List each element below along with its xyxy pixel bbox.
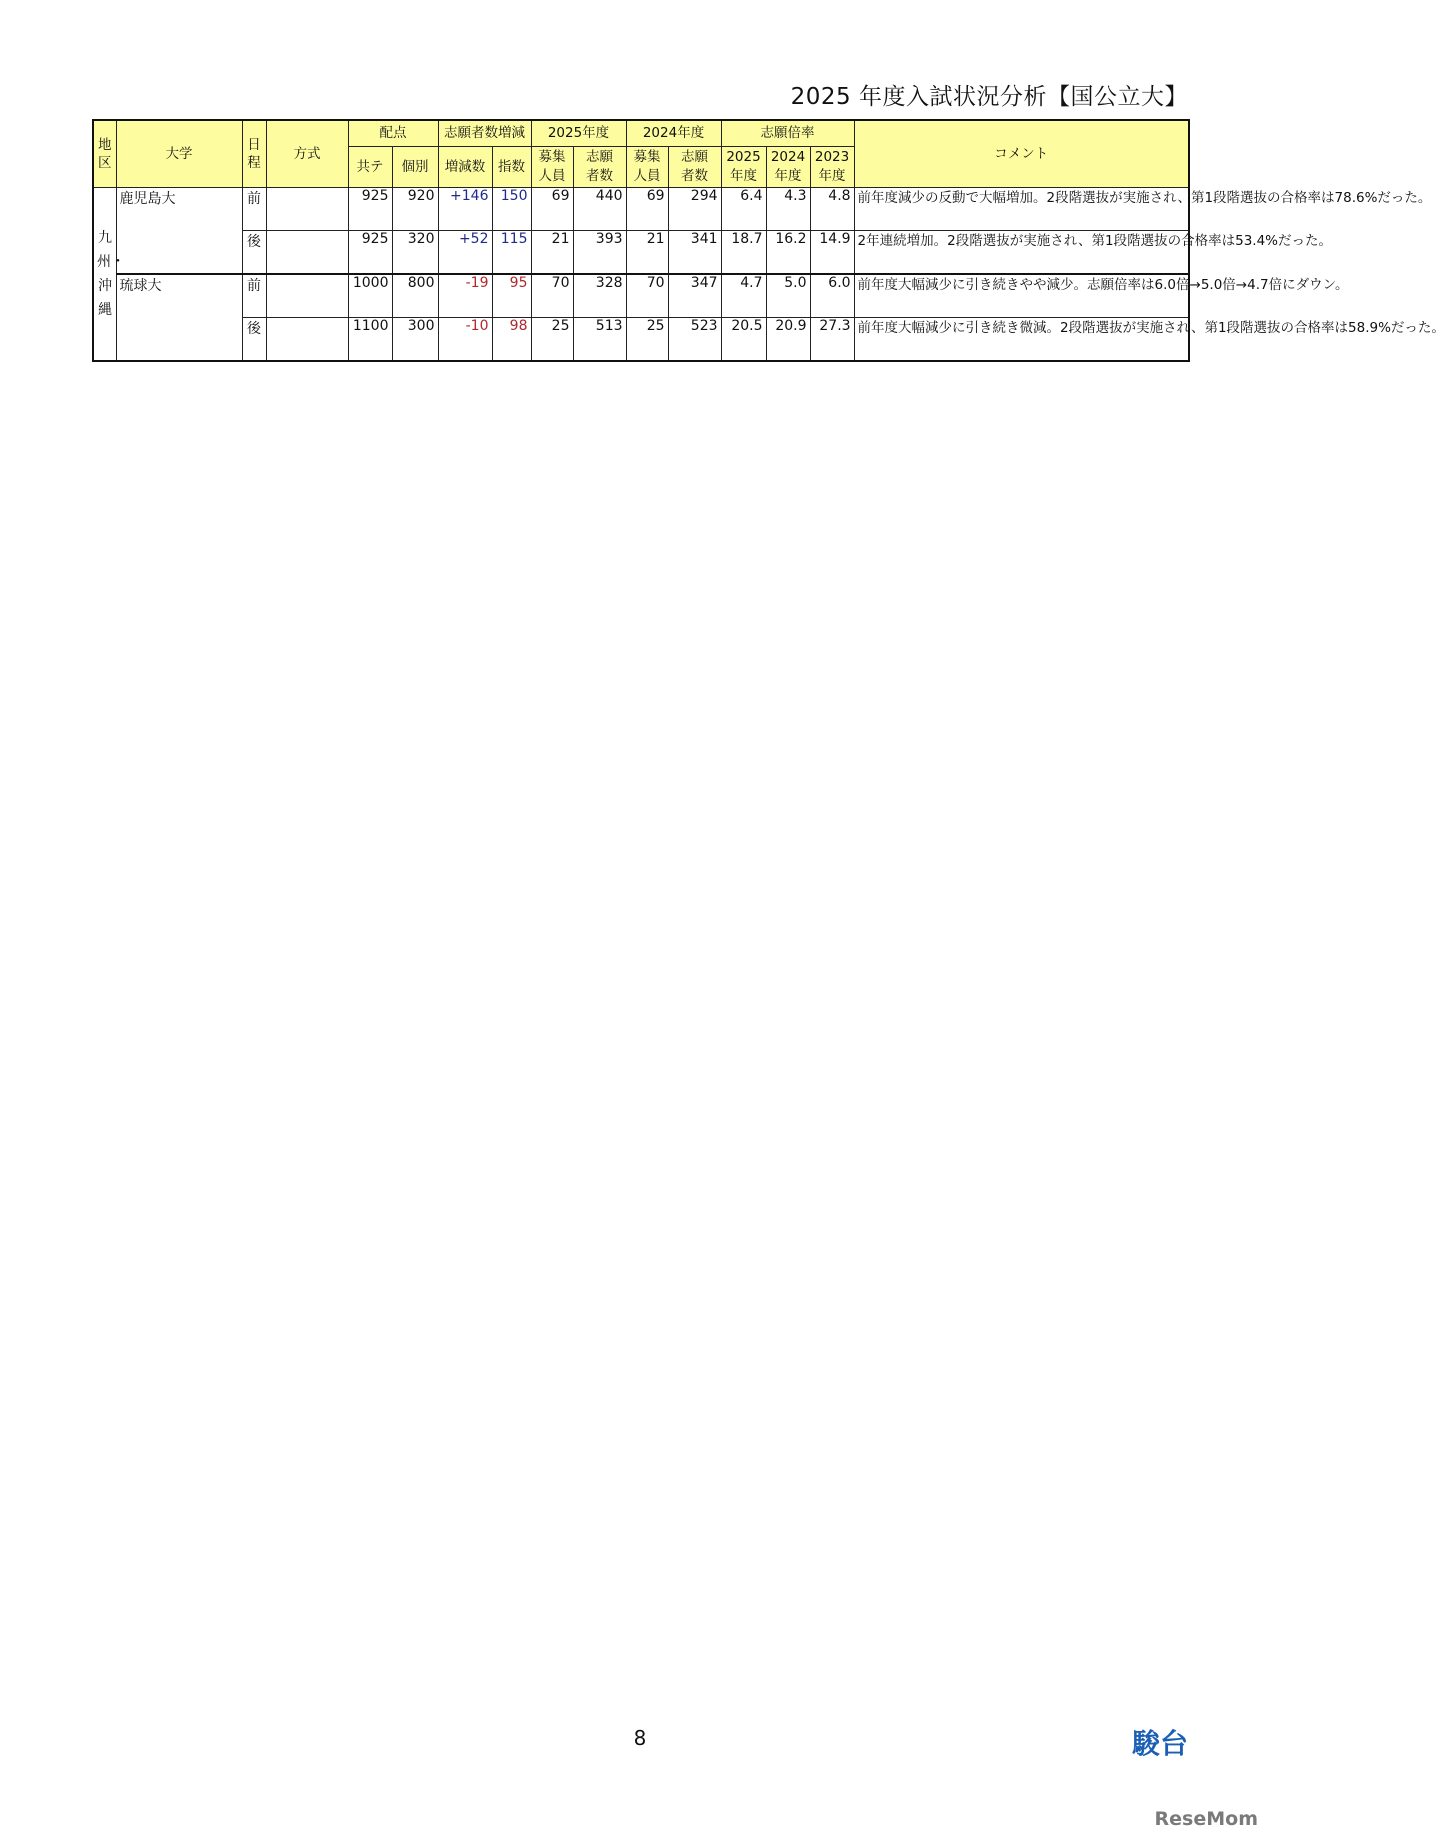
score-common-cell: 925 [348, 231, 392, 275]
method-cell [266, 231, 348, 275]
region-label: 九州・沖縄 [97, 230, 125, 318]
change-count-cell: +52 [438, 231, 492, 275]
header-applicants-2024: 志願者数 [668, 147, 721, 188]
recruit-2024-cell: 69 [626, 188, 668, 231]
ratio-2025-cell: 6.4 [721, 188, 766, 231]
ratio-2023-cell: 6.0 [810, 274, 854, 318]
header-region: 地区 [93, 120, 116, 188]
schedule-cell: 後 [242, 318, 266, 362]
change-index-cell: 95 [492, 274, 531, 318]
ratio-2025-cell: 4.7 [721, 274, 766, 318]
ratio-2025-cell: 18.7 [721, 231, 766, 275]
admission-table [92, 119, 1445, 362]
header-2025: 2025年度 [531, 120, 626, 147]
sundai-logo: 駿台 [1131, 1727, 1188, 1760]
comment-cell: 前年度減少の反動で大幅増加。2段階選抜が実施され、第1段階選抜の合格率は78.6%だった。 [854, 188, 1189, 231]
ratio-2024-cell: 20.9 [766, 318, 810, 362]
header-ratio-2024: 2024年度 [766, 147, 810, 188]
method-cell [266, 274, 348, 318]
header-method: 方式 [266, 120, 348, 188]
recruit-2025-cell: 21 [531, 231, 573, 275]
header-university: 大学 [116, 120, 242, 188]
score-individual-cell: 800 [392, 274, 438, 318]
header-score-individual: 個別 [392, 147, 438, 188]
recruit-2025-cell: 69 [531, 188, 573, 231]
university-name: 鹿児島大 [116, 188, 242, 275]
schedule-cell: 前 [242, 274, 266, 318]
header-change-count: 増減数 [438, 147, 492, 188]
score-common-cell: 925 [348, 188, 392, 231]
recruit-2024-cell: 25 [626, 318, 668, 362]
method-cell [266, 318, 348, 362]
document-title: 2025 年度入試状況分析【国公立大】 [790, 84, 1188, 110]
ratio-2024-cell: 5.0 [766, 274, 810, 318]
change-count-cell: -10 [438, 318, 492, 362]
header-schedule: 日程 [242, 120, 266, 188]
applicants-2024-cell: 523 [668, 318, 721, 362]
score-common-cell: 1000 [348, 274, 392, 318]
recruit-2025-cell: 70 [531, 274, 573, 318]
ratio-2023-cell: 14.9 [810, 231, 854, 275]
applicants-2024-cell: 347 [668, 274, 721, 318]
schedule-cell: 後 [242, 231, 266, 275]
region-cell [93, 188, 125, 362]
applicants-2024-cell: 341 [668, 231, 721, 275]
header-ratio-2023: 2023年度 [810, 147, 854, 188]
change-index-cell: 98 [492, 318, 531, 362]
header-ratio: 志願倍率 [721, 120, 854, 147]
change-count-cell: +146 [438, 188, 492, 231]
ratio-2024-cell: 4.3 [766, 188, 810, 231]
table-row [93, 188, 1189, 231]
change-index-cell: 115 [492, 231, 531, 275]
resemom-watermark: ReseMom [1154, 1808, 1258, 1830]
applicants-2025-cell: 328 [573, 274, 626, 318]
header-score-common: 共テ [348, 147, 392, 188]
header-2024: 2024年度 [626, 120, 721, 147]
applicants-2025-cell: 513 [573, 318, 626, 362]
score-common-cell: 1100 [348, 318, 392, 362]
table-row [93, 318, 1189, 362]
method-cell [266, 188, 348, 231]
recruit-2024-cell: 21 [626, 231, 668, 275]
comment-cell: 2年連続増加。2段階選抜が実施され、第1段階選抜の合格率は53.4%だった。 [854, 231, 1189, 275]
change-count-cell: -19 [438, 274, 492, 318]
ratio-2024-cell: 16.2 [766, 231, 810, 275]
score-individual-cell: 320 [392, 231, 438, 275]
comment-cell: 前年度大幅減少に引き続きやや減少。志願倍率は6.0倍→5.0倍→4.7倍にダウン。 [854, 274, 1189, 318]
header-score: 配点 [348, 120, 438, 147]
recruit-2024-cell: 70 [626, 274, 668, 318]
applicants-2024-cell: 294 [668, 188, 721, 231]
schedule-cell: 前 [242, 188, 266, 231]
ratio-2023-cell: 4.8 [810, 188, 854, 231]
header-comment: コメント [854, 120, 1189, 188]
header-change-index: 指数 [492, 147, 531, 188]
applicants-2025-cell: 393 [573, 231, 626, 275]
header-applicant-change: 志願者数増減 [438, 120, 531, 147]
change-index-cell: 150 [492, 188, 531, 231]
comment-cell: 前年度大幅減少に引き続き微減。2段階選抜が実施され、第1段階選抜の合格率は58.9%だった。 [854, 318, 1189, 362]
university-name: 琉球大 [116, 274, 242, 361]
header-recruit-2025: 募集人員 [531, 147, 573, 188]
score-individual-cell: 920 [392, 188, 438, 231]
header-applicants-2025: 志願者数 [573, 147, 626, 188]
applicants-2025-cell: 440 [573, 188, 626, 231]
table-row [93, 231, 1189, 275]
header-ratio-2025: 2025年度 [721, 147, 766, 188]
page-number: 8 [633, 1726, 647, 1750]
recruit-2025-cell: 25 [531, 318, 573, 362]
score-individual-cell: 300 [392, 318, 438, 362]
header-recruit-2024: 募集人員 [626, 147, 668, 188]
ratio-2025-cell: 20.5 [721, 318, 766, 362]
ratio-2023-cell: 27.3 [810, 318, 854, 362]
table-row [93, 274, 1189, 318]
